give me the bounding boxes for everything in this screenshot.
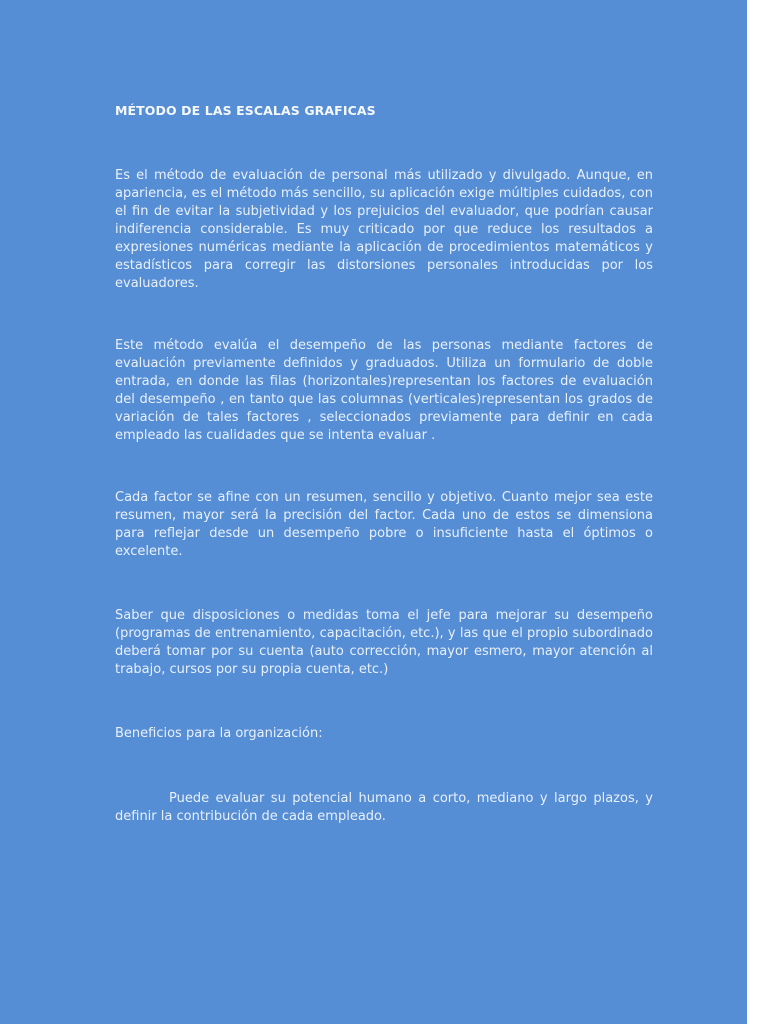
document-title: MÉTODO DE LAS ESCALAS GRAFICAS <box>115 103 376 118</box>
paragraph-measures: Saber que disposiciones o medidas toma el jefe para mejorar su desempeño (programas de entrenamiento, capacitación, etc.), y las que el propio subordinado deberá tomar por su cuenta (auto corrección, mayor esmero, mayor atención al trabajo, cursos por su propia cuenta, etc.) <box>115 608 653 677</box>
paragraph-factors: Cada factor se afine con un resumen, sencillo y objetivo. Cuanto mejor sea este resumen, mayor será la precisión del factor. Cada uno de estos se dimensiona para reflejar desde un desempeño pobre o insuficiente hasta el óptimos o excelente. <box>115 490 653 559</box>
benefits-heading: Beneficios para la organización: <box>115 726 323 741</box>
paragraph-method: Este método evalúa el desempeño de las personas mediante factores de evaluación previamente definidos y graduados. Utiliza un formulario de doble entrada, en donde las filas (horizontales)representan los factores de evaluación del desempeño , en tanto que las columnas (verticales)representan los grados de variación de tales factores , seleccionados previamente para definir en cada empleado las cualidades que se intenta evaluar . <box>115 338 653 443</box>
paragraph-definition: Es el método de evaluación de personal más utilizado y divulgado. Aunque, en apariencia, es el método más sencillo, su aplicación exige múltiples cuidados, con el fin de evitar la subjetividad y los prejuicios del evaluador, que podrían causar indiferencia considerable. Es muy criticado por que reduce los resultados a expresiones numéricas mediante la aplicación de procedimientos matemáticos y estadísticos para corregir las distorsiones personales introducidas por los evaluadores. <box>115 168 653 291</box>
paragraph-benefit: Puede evaluar su potencial humano a corto, mediano y largo plazos, y definir la contribución de cada empleado. <box>115 791 653 824</box>
